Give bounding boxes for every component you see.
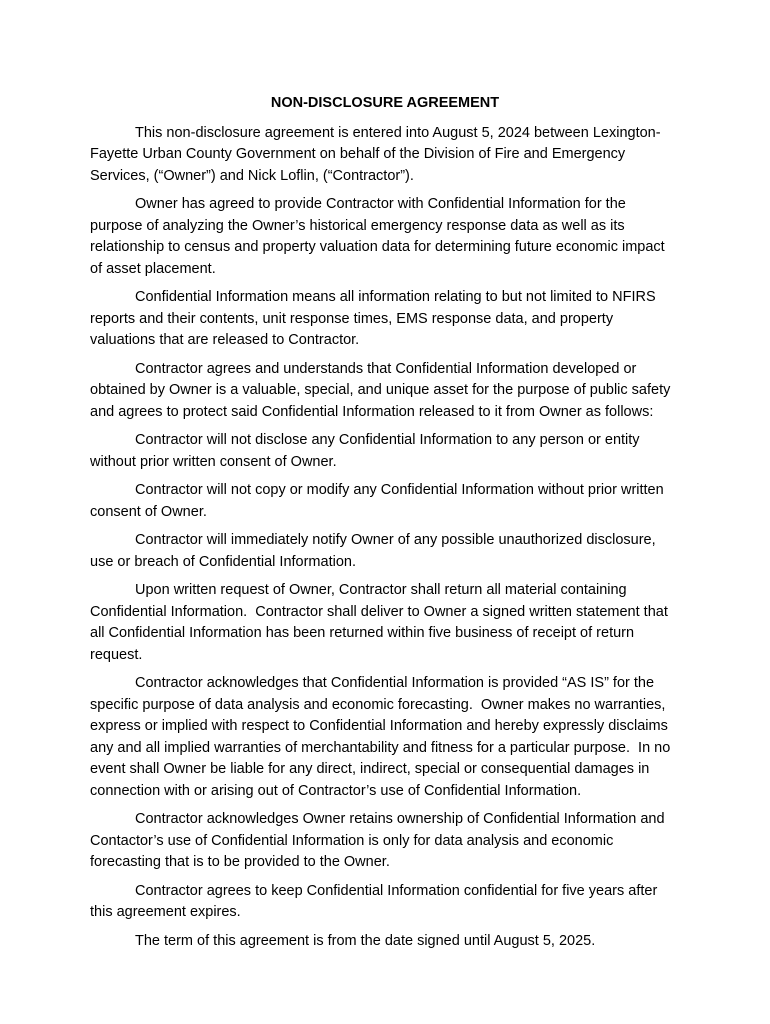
document-title: NON-DISCLOSURE AGREEMENT: [270, 95, 500, 111]
paragraph-as-is: Contractor acknowledges that Confidential Information is provided “AS IS” for the specific purpose of data analysis and economic forecasting. Owner makes no warranties, express or implied with respect to Confidential Information and hereby expressly disclaims any and all implied warranties of merchantability and fitness for a particular purpose. In no event shall Owner be liable for any direct, indirect, special or consequential damages in connection with or arising out of Contractor’s use of Confidential Information.: [90, 675, 675, 799]
paragraph-notify: Contractor will immediately notify Owner of any possible unauthorized disclosure, use or breach of Confidential Information.: [90, 532, 660, 570]
paragraph-term: The term of this agreement is from the date signed until August 5, 2025.: [135, 932, 596, 949]
paragraph-five-years: Contractor agrees to keep Confidential Information confidential for five years after this agreement expires.: [90, 882, 662, 920]
paragraph-return: Upon written request of Owner, Contractor shall return all material containing Confidential Information. Contractor shall deliver to Owner a signed written statement that all Confidential Information has been returned within five business of receipt of return request.: [90, 582, 672, 663]
paragraph-no-copy: Contractor will not copy or modify any Confidential Information without prior written consent of Owner.: [90, 482, 668, 520]
paragraph-no-disclosure: Contractor will not disclose any Confidential Information to any person or entity without prior written consent of Owner.: [90, 432, 644, 470]
paragraph-ownership: Contractor acknowledges Owner retains ownership of Confidential Information and Contactor’s use of Confidential Information is only for data analysis and economic forecasting that is to be provided to the Owner.: [90, 811, 669, 870]
paragraph-agreement: Contractor agrees and understands that Confidential Information developed or obtained by Owner is a valuable, special, and unique asset for the purpose of public safety and agrees to protect said Confidential Information released to it from Owner as follows:: [90, 360, 675, 420]
paragraph-purpose: Owner has agreed to provide Contractor with Confidential Information for the purpose of analyzing the Owner’s historical emergency response data as well as its relationship to census and property valuation data for determining future economic impact of asset placement.: [90, 196, 669, 277]
paragraph-definition: Confidential Information means all information relating to but not limited to NFIRS reports and their contents, unit response times, EMS response data, and property valuations that are released to Contractor.: [90, 289, 660, 348]
paragraph-intro: This non-disclosure agreement is entered into August 5, 2024 between Lexington-Fayette Urban County Government on behalf of the Division of Fire and Emergency Services, (“Owner”) and Nick Loflin, (“Contractor”).: [90, 124, 661, 184]
